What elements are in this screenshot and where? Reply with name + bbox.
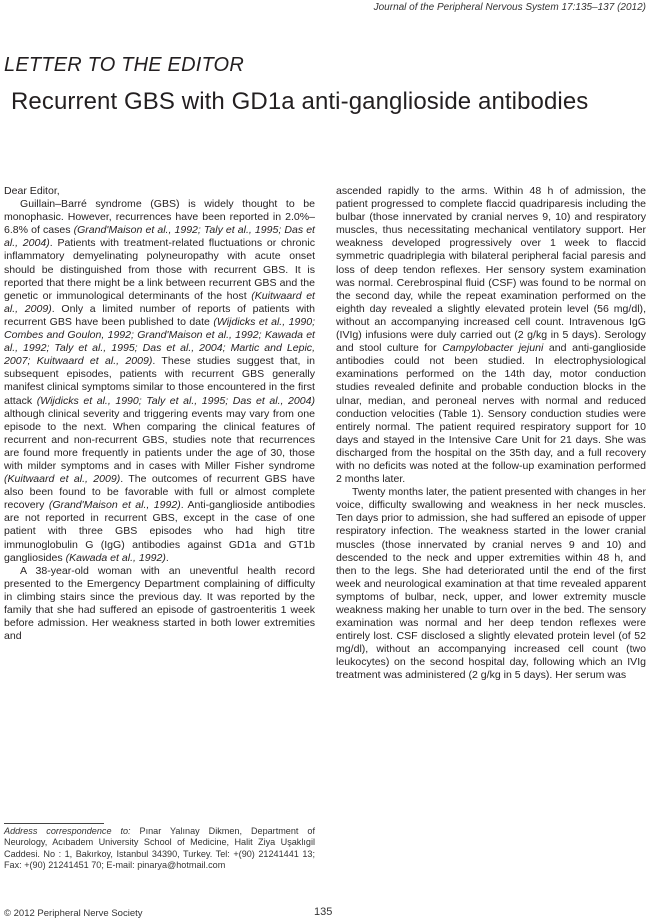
text-span: . Anti-ganglioside antibodies are not reported in recurrent GBS, except in the case of one patient with three GBS episodes who had high titre immunoglobulin G (IgG) antibodies against GD1a and GT1b gangliosides (4, 499, 315, 564)
paragraph-recurrence: Twenty months later, the patient presented with changes in her voice, difficulty swallowing and weakness in her neck muscles. Ten days prior to admission, she had suffered an episode of upper respiratory infection. The weakness started in the lower cranial muscles (those innervated by cranial nerves 9 and 10) and descended to the neck and upper extremities within 48 h, and then to the legs. She had deteriorated until the end of the first week and neurological examination at that time revealed apparent symptoms of bulbar, neck, upper, and lower extremity muscle weakness making her unable to turn over in the bed. The sensory examination was normal and her deep tendon reflexes were entirely lost. CSF disclosed a slightly elevated protein level (of 52 mg/dl), without an accompanying increased cell count (two leukocytes) on the second hospital day, following which an IVIg treatment was administered (2 g/kg in 5 days). Her serum was (336, 486, 646, 682)
citation: (Wijdicks et al., 1990; Taly et al., 1995; Das et al., 2004) (36, 394, 315, 407)
footnote-text: Pınar Yalınay Dikmen, Department of Neurology, Acıbadem University School of Medicine, Halit Ziya Uşaklıgil Caddesi. No : 1, Bakırkoy, Istanbul 34390, Turkey. Tel: +(90) 21241441 13; Fax: +(90) 21241451 70; E-mail: pinarya@hotmail.com (4, 826, 315, 871)
text-span: . (165, 551, 169, 564)
text-span: although clinical severity and triggering events may vary from one episode to the next. When comparing the clinical features of recurrent and non-recurrent GBS, studies note that recurrences are found more frequently in patients under the age of 30, those with milder symptoms and in cases with Miller Fisher syndrome (4, 407, 315, 472)
citation: (Grand'Maison et al., 1992; Taly et al., 1995; Das et al., 2004) (4, 224, 315, 250)
paragraph-introduction (4, 198, 315, 565)
text-span: . Patients with treatment-related fluctuations or chronic inflammatory demyelinating polyneuropathy with acute onset should be distinguished from those with recurrent GBS. It is reported that there might be a link between recurrent GBS and the genetic or immunological determinants of the host (4, 237, 315, 302)
correspondence-footnote (4, 826, 315, 872)
article-title: Recurrent GBS with GD1a anti-ganglioside antibodies (11, 88, 589, 115)
citation: (Grand'Maison et al., 1992) (48, 499, 181, 512)
salutation: Dear Editor, (4, 185, 60, 197)
footnote-divider (4, 823, 104, 824)
footnote-lead: Address correspondence to: (4, 826, 131, 836)
citation: (Kuitwaard et al., 2009) (4, 289, 315, 315)
page-number: 135 (314, 906, 333, 918)
copyright-notice: © 2012 Peripheral Nerve Society (4, 908, 143, 919)
right-column (336, 185, 646, 683)
text-span: . The outcomes of recurrent GBS have also been found to be favorable with full or almost complete recovery (4, 473, 315, 512)
section-label: LETTER TO THE EDITOR (4, 54, 244, 76)
citation: (Wijdicks et al., 1990; Combes and Goulon, 1992; Grand'Maison et al., 1992; Kawada et al., 1992; Taly et al., 1995; Das et al., 2004; Martic and Lepic, 2007; Kuitwaard et al., 2009) (4, 315, 315, 368)
text-span: . These studies suggest that, in subsequent episodes, patients with recurrent GBS generally manifest clinical symptoms similar to those encountered in the first attack (4, 355, 315, 407)
paragraph-case-report: A 38-year-old woman with an uneventful health record presented to the Emergency Department complaining of difficulty in climbing stairs since the previous day. It was reported by the family that she had suffered an episode of gastroenteritis 1 week before admission. Her weakness started in both lower extremities and (4, 564, 315, 643)
text-span: . Only a limited number of reports of patients with recurrent GBS have been published to date (4, 302, 315, 328)
text-span: Guillain–Barré syndrome (GBS) is widely thought to be monophasic. However, recurrences have been reported in 2.0%–6.8% of cases (4, 198, 315, 237)
text-span: and anti-ganglioside antibodies could not been studied. In electrophysiological examinations performed on the 14th day, motor conduction studies revealed definite and probable conduction blocks in the ulnar, median, and peroneal nerves with normal and reduced conduction velocities (Table 1). Sensory conduction studies were entirely normal. The patient required respiratory support for 10 days and stayed in the Intensive Care Unit for 21 days. She was discharged from the hospital on the 35th day, and a full recovery with no deficits was noted at the follow-up examination performed 2 months later. (336, 342, 646, 486)
paragraph-case-report-continued (336, 185, 646, 486)
organism-name: Campylobacter jejuni (442, 342, 544, 355)
citation: (Kawada et al., 1992) (65, 551, 166, 564)
text-span: ascended rapidly to the arms. Within 48 h of admission, the patient progressed to complete flaccid quadriparesis including the bulbar (those innervated by cranial nerves 9, 10) and respiratory muscles, thus necessitating mechanical ventilatory support. Her weakness developed progressively over 1 week to flaccid symmetric quadriplegia with bilateral peripheral facial paresis and loss of deep tendon reflexes. Her sensory system examination was normal. Cerebrospinal fluid (CSF) was found to be normal on the second day, while the repeat examination performed on the eighth day revealed a slightly elevated protein level (56 mg/dl), without an accompanying increased cell count. Intravenous IgG (IVIg) infusions were duly carried out (2 g/kg in 5 days). Serology and stool culture for (336, 185, 646, 355)
citation: (Kuitwaard et al., 2009) (4, 473, 121, 486)
left-column (4, 185, 315, 643)
journal-citation: Journal of the Peripheral Nervous System 17:135–137 (2012) (373, 2, 646, 13)
